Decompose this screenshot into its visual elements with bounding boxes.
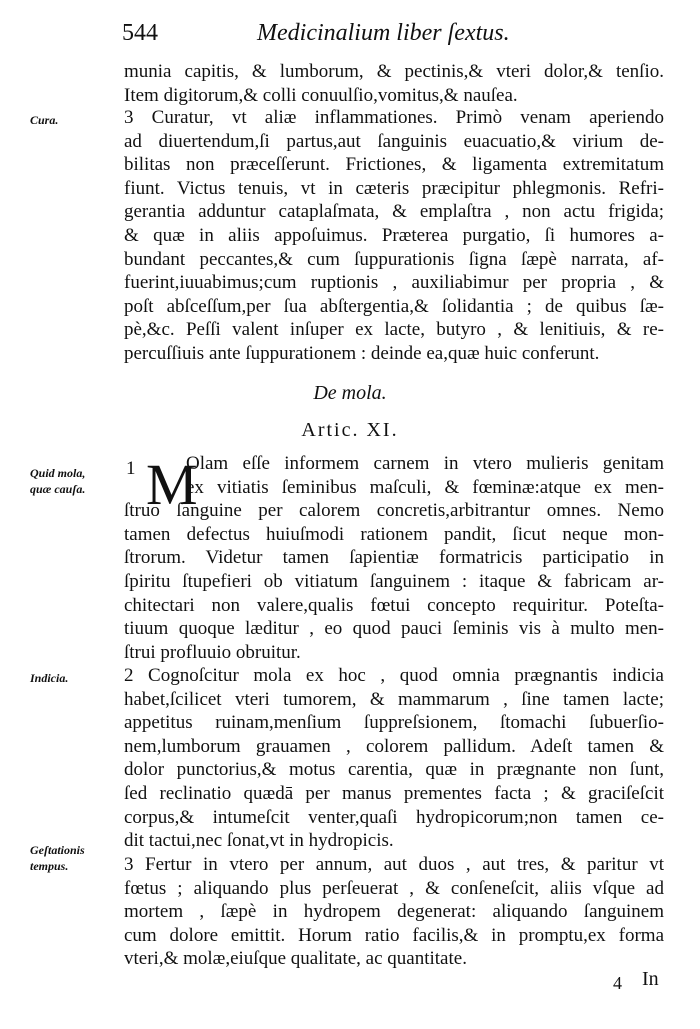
text-line: ad diuertendum,ſi partus,aut ſanguinis euacuatio,& virium de- [124, 130, 664, 152]
page-number: 544 [122, 20, 158, 46]
text-line: percuſſiuis ante ſuppurationem : deinde ea,quæ huic conferunt. [124, 342, 600, 364]
text-line: Olam eſſe informem carnem in vtero mulieris genitam [186, 453, 664, 474]
text-line: pè,&c. Peſſi valent inſuper ex lacte, butyro , & lenitiuis, & re- [124, 319, 664, 341]
section-title: De mola. [313, 382, 387, 404]
indicia-paragraph [124, 664, 664, 853]
text-line: & quæ in aliis appoſuimus. Præterea purgatio, ſi humores a- [124, 224, 664, 246]
text-line: ſtrui profluuio obruitur. [124, 641, 301, 663]
text-line: mortem , ſæpè in hydropem degenerat: aliquando ſanguinem [124, 901, 664, 923]
causa-paragraph-top [186, 452, 664, 499]
text-line: habet,ſcilicet vteri tumorem, & mammarum , ſine tamen lacte; [124, 688, 664, 710]
paragraph-number: 1 [126, 458, 136, 479]
margin-line: Quid mola, [30, 466, 86, 480]
margin-line: tempus. [30, 859, 69, 873]
article-heading: Artic. XI. [301, 419, 399, 441]
margin-line: Geſtationis [30, 843, 85, 857]
margin-note-cura: Cura. [30, 113, 59, 127]
text-line: bilitas non præceſſerunt. Frictiones, & ligamenta extremitatum [124, 154, 664, 176]
text-line: 2 Cognoſcitur mola ex hoc , quod omnia prægnantis indicia [124, 665, 664, 686]
text-line: vteri,& molæ,eiuſque qualitate, ac quantitate. [124, 948, 467, 970]
margin-note-indicia: Indicia. [30, 671, 69, 685]
text-line: chitectari non valere,qualis fœtui concepto requiritur. Poteſta- [124, 594, 664, 616]
margin-note-quid-mola [30, 465, 85, 497]
text-line: 3 Fertur in vtero per annum, aut duos , aut tres, & paritur vt [124, 854, 664, 875]
text-line: bundant peccantes,& cum ſuppurationis ſigna ſæpè narrata, af- [124, 248, 664, 270]
continuation-paragraph [124, 60, 664, 107]
text-line: gerantia adduntur cataplaſmata, & emplaſtra , non actu frigida; [124, 201, 664, 223]
margin-note-gestationis [30, 842, 85, 874]
text-line: ſtruo ſanguine per calorem concretis,arbitrantur omnes. Nemo [124, 500, 664, 522]
text-line: munia capitis, & lumborum, & pectinis,& vteri dolor,& tenſio. [124, 61, 664, 82]
text-line: poſt abſceſſum,per ſua abſtergentia,& ſolidantia ; de quibus ſæ- [124, 295, 664, 317]
text-line: dit tactui,nec ſonat,vt in hydropicis. [124, 830, 394, 852]
text-line: corpus,& intumeſcit venter,quaſi hydropicorum;non tamen ce- [124, 806, 664, 828]
text-line: tiuum quoque læditur , eo quod pauci ſeminis vis à multo men- [124, 618, 664, 640]
signature-mark: 4 [613, 973, 622, 993]
text-line: 3 Curatur, vt aliæ inflammationes. Primò venam aperiendo [124, 107, 664, 128]
running-header [122, 20, 592, 54]
text-line: ſtrorum. Videtur tamen ſapientiæ formatricis participatio in [124, 547, 664, 569]
text-line: fuerint,iuuabimus;cum ruptionis , auxiliabimur per propria , & [124, 272, 664, 294]
text-line: Item digitorum,& colli conuulſio,vomitus,& nauſea. [124, 84, 518, 106]
text-line: cum dolore emittit. Horum ratio facilis,& in promptu,ex forma [124, 924, 664, 946]
text-line: ex vitiatis ſeminibus maſculi, & fœminæ:atque ex men- [186, 476, 664, 498]
catchword: In [642, 968, 659, 990]
drop-capital: M [146, 452, 198, 517]
margin-line: quæ cauſa. [30, 482, 86, 496]
cura-paragraph [124, 106, 664, 366]
text-line: ſed reclinatio quædā per manus prementes facta ; & graciſeſcit [124, 782, 664, 804]
text-line: nem,lumborum grauamen , colorem pallidum. Adeſt tamen & [124, 735, 664, 757]
running-title: Medicinalium liber ſextus. [257, 20, 510, 46]
text-line: fœtus ; aliquando plus perſeuerat , & conſeneſcit, aliis vſque ad [124, 877, 664, 899]
text-line: ſpiritu ſtupefieri ob vitiatum ſanguinem : itaque & fabricam ar- [124, 570, 664, 592]
text-line: fiunt. Victus tenuis, vt in cæteris præcipitur phlegmonis. Refri- [124, 177, 664, 199]
text-line: tamen defectus huiuſmodi rationem pandit, ſicut neque mon- [124, 523, 664, 545]
causa-paragraph [124, 499, 664, 664]
text-line: dolor punctorius,& motus carentia, quæ in prægnante non ſunt, [124, 759, 664, 781]
text-line: appetitus ruinam,menſium ſuppreſsionem, ſtomachi ſubuerſio- [124, 712, 664, 734]
gestatio-paragraph [124, 853, 664, 971]
